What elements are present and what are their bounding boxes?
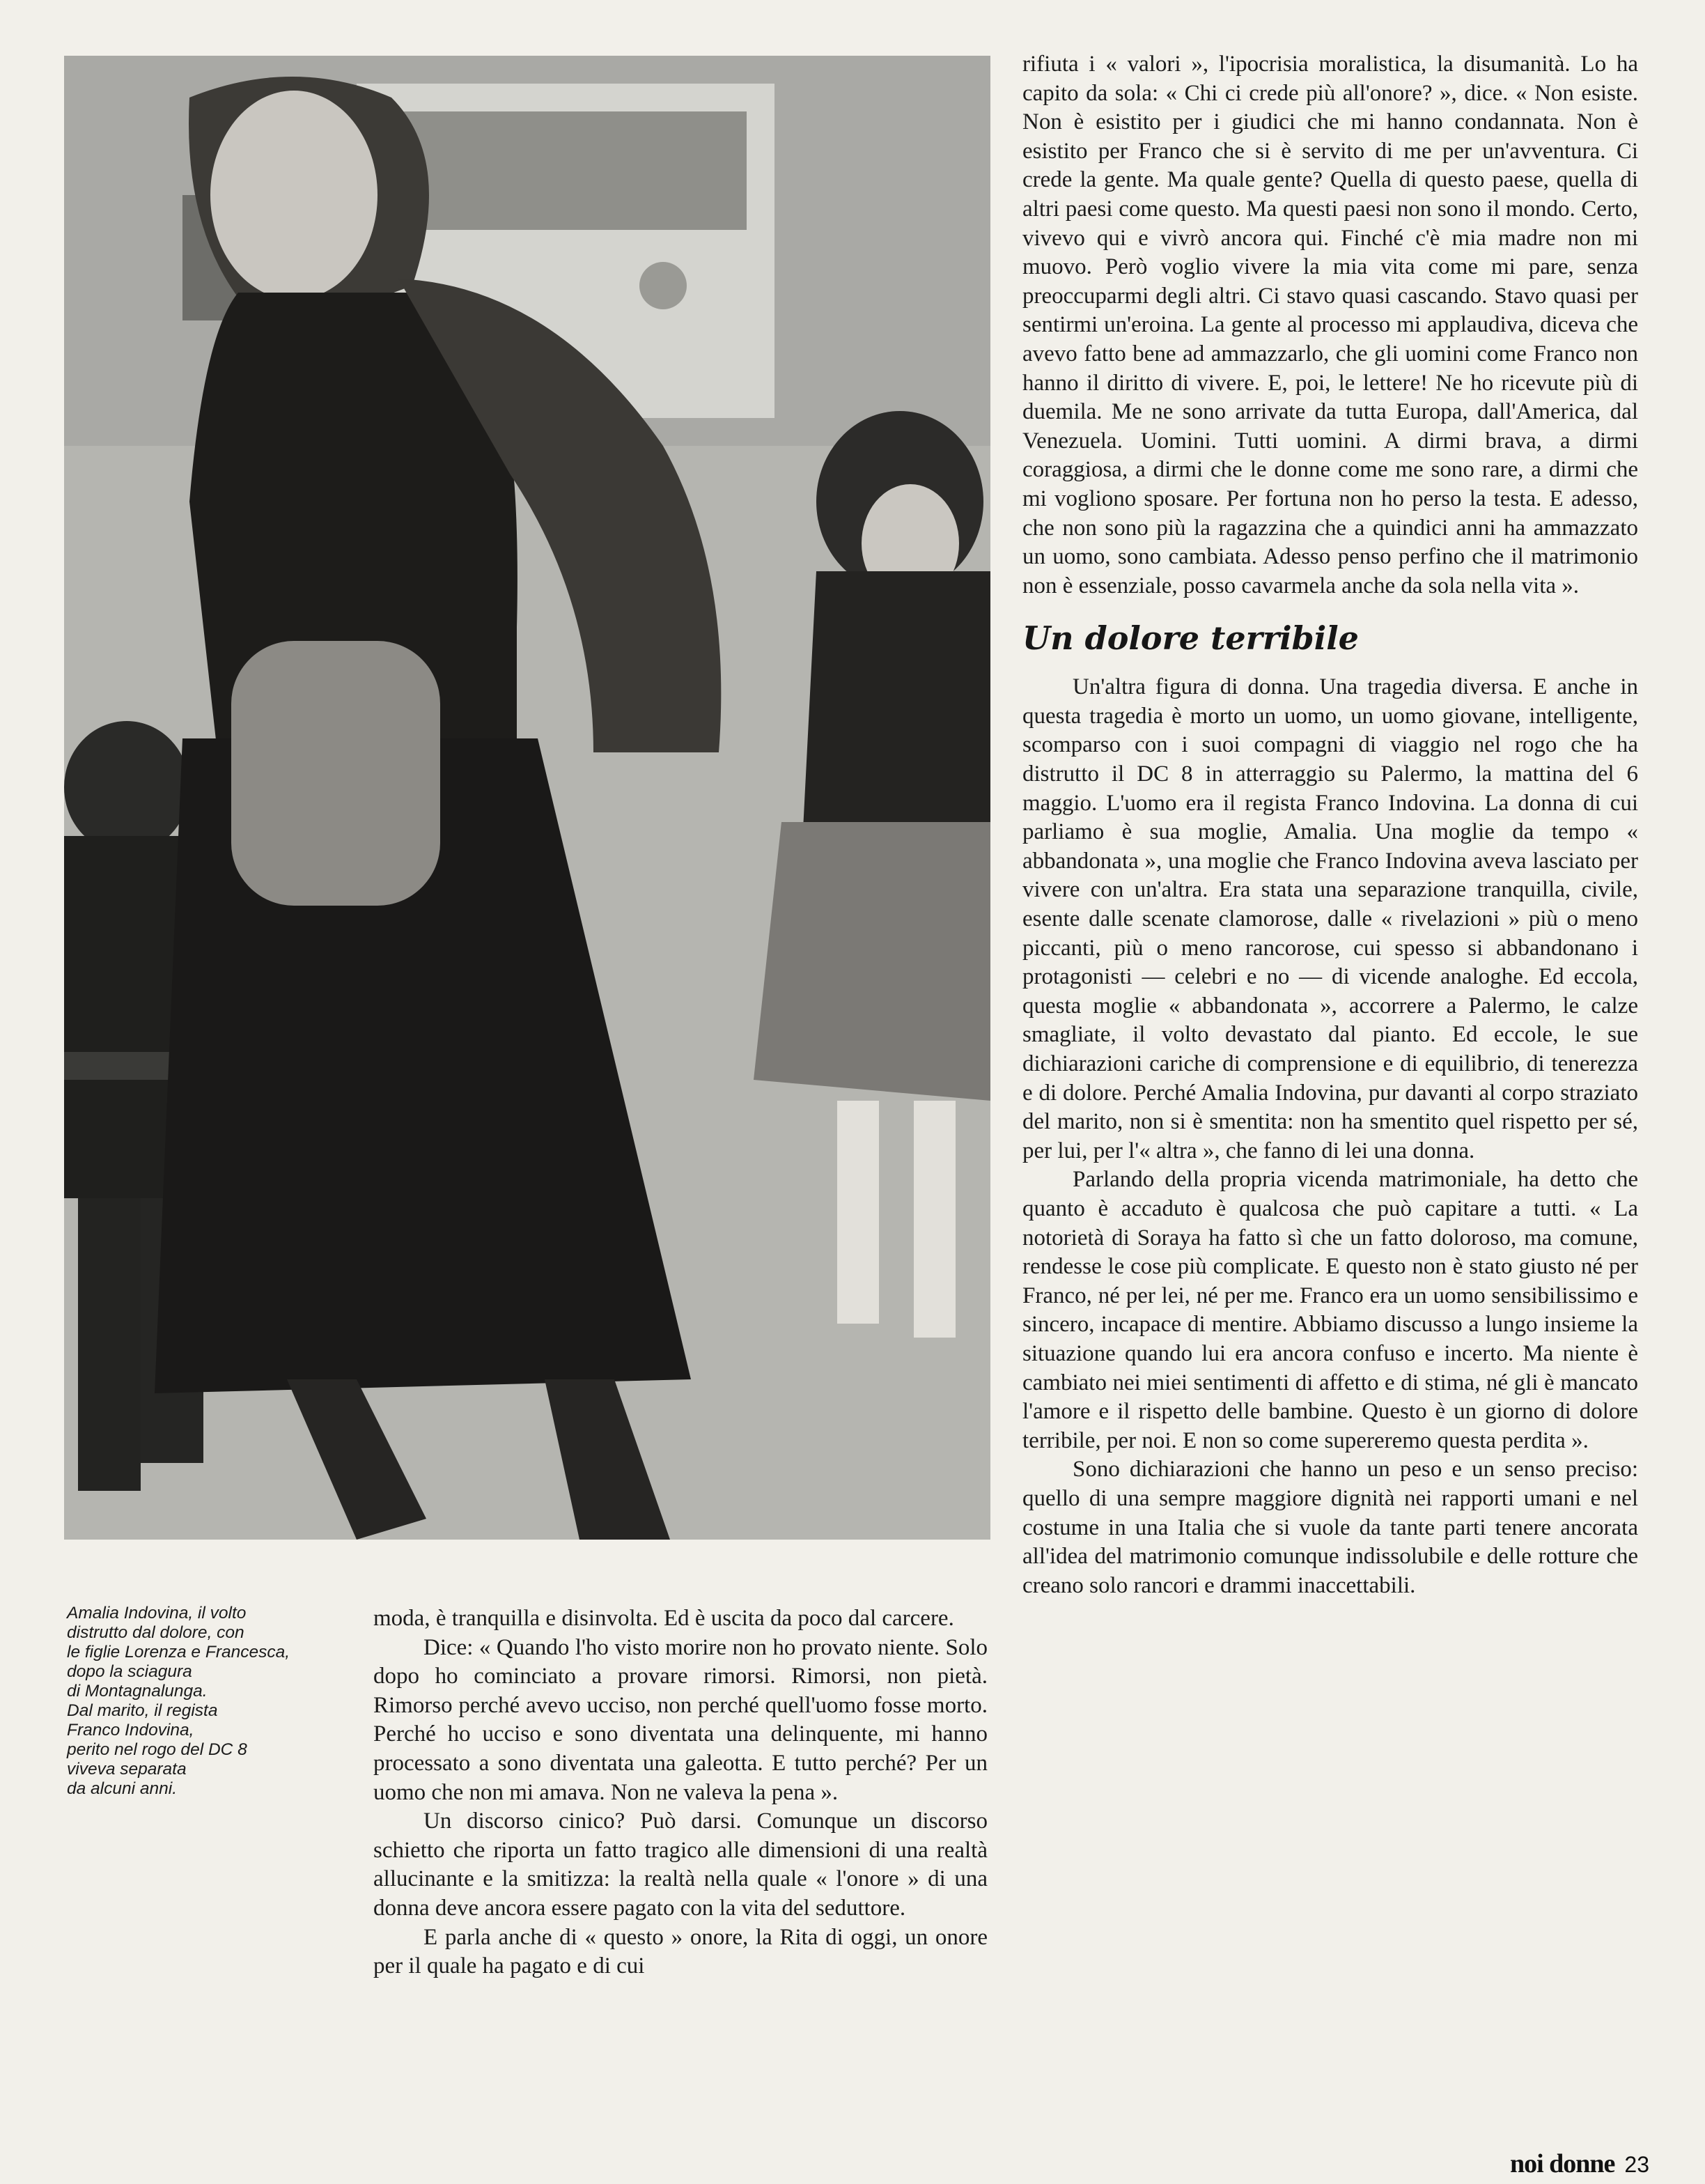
body-paragraph: E parla anche di « questo » onore, la Rita di oggi, un onore per il quale ha pagato e di cui [373, 1924, 988, 1979]
body-paragraph: Un'altra figura di donna. Una tragedia diversa. E anche in questa tragedia è morto un uomo, un uomo giovane, intelligente, scomparso con i suoi compagni di viaggio nel rogo che ha distrutto il DC 8 in atterraggio su Palermo, la mattina del 6 maggio. L'uomo era il regista Franco Indovina. La donna di cui parliamo è sua moglie, Amalia. Una moglie da tempo « abbandonata », una moglie che Franco Indovina aveva lasciato per vivere con un'altra. Era stata una separazione tranquilla, civile, esente dalle scenate clamorose, dalle « rivelazioni » più o meno piccanti, più o meno rancorose, cui spesso si abbandonano i protagonisti — celebri e no — di vicende analoghe. Ed eccola, questa moglie « abbandonata », accorrere a Palermo, le calze smagliate, il volto devastato dal pianto. Ed eccole, le sue dichiarazioni cariche di comprensione e di equilibrio, di tenerezza e di dolore. Perché Amalia Indovina, pur davanti al corpo straziato del marito, non si è smentita: non ha smentito quel rispetto per sé, per lui, per l'« altra », che fanno di lei una donna. [1022, 674, 1638, 1163]
page-footer [1510, 2148, 1649, 2179]
middle-text-column [373, 1604, 988, 1981]
body-paragraph: Un discorso cinico? Può darsi. Comunque un discorso schietto che riporta un fatto tragico alle dimensioni di una realtà allucinante e la smitizza: la realtà nella quale « l'onore » di una donna deve ancora essere pagato con la vita del seduttore. [373, 1809, 988, 1921]
body-paragraph: moda, è tranquilla e disinvolta. Ed è uscita da poco dal carcere. [373, 1606, 954, 1631]
body-paragraph: rifiuta i « valori », l'ipocrisia moralistica, la disumanità. Lo ha capito da sola: « Chi ci crede più all'onore? », dice. « Non esiste. Non è esistito per i giudici che mi hanno condannata. Non è esistito per Franco che si è servito di me per un'avventura. Ci crede la gente. Ma quale gente? Quella di questo paese, quella di altri paesi come questo. Ma questi paesi non sono il mondo. Certo, vivevo qui e vivrò ancora qui. Finché c'è mia madre non mi muovo. Però voglio vivere la mia vita come mi pare, senza preoccuparmi degli altri. Ci stavo quasi cascando. Stavo quasi per sentirmi un'eroina. La gente al processo mi applaudiva, diceva che avevo fatto bene ad ammazzarlo, che gli uomini come Franco non hanno il diritto di vivere. E, poi, le lettere! Ne ho ricevute più di duemila. Me ne sono arrivate da tutta Europa, dall'America, dal Venezuela. Uomini. Tutti uomini. A dirmi brava, a dirmi coraggiosa, a dirmi che le donne come me sono rare, a dirmi che mi vogliono sposare. Per fortuna non ho perso la testa. E adesso, che non sono più la ragazzina che a quindici anni ha ammazzato un uomo, sono cambiata. Adesso penso perfino che il matrimonio non è essenziale, posso cavarmela anche da sola nella vita ». [1022, 52, 1638, 598]
photo-caption [67, 1604, 359, 1799]
caption-line: le figlie Lorenza e Francesca, [67, 1643, 290, 1662]
section-heading: Un dolore terribile [1022, 619, 1359, 658]
body-paragraph: Sono dichiarazioni che hanno un peso e un senso preciso: quello di una sempre maggiore dignità nei rapporti umani e nel costume in una Italia che si vuole da tante parti tenere ancorata all'idea del matrimonio comunque indissolubile e delle rotture che creano solo rancori e drammi inaccettabili. [1022, 1457, 1638, 1598]
body-paragraph: Dice: « Quando l'ho visto morire non ho provato niente. Solo dopo ho cominciato a provare rimorsi. Rimorsi, non pietà. Rimorso perché avevo ucciso, non perché quell'uomo fosse morto. Perché ho ucciso e sono diventata una delinquente, mi hanno processato a sono diventata una galeotta. E tutto perché? Per un uomo che non mi amava. Non ne valeva la pena ». [373, 1634, 988, 1805]
caption-line: Dal marito, il regista [67, 1701, 218, 1720]
caption-line: dopo la sciagura [67, 1662, 192, 1681]
caption-line: distrutto dal dolore, con [67, 1623, 244, 1642]
magazine-logo: noi donne [1509, 2149, 1615, 2178]
article-photo [64, 56, 990, 1540]
caption-line: di Montagnalunga. [67, 1682, 208, 1701]
photo-illustration [64, 56, 990, 1540]
caption-line: da alcuni anni. [67, 1779, 178, 1798]
caption-line: perito nel rogo del DC 8 [67, 1740, 247, 1759]
caption-line: Franco Indovina, [67, 1721, 194, 1740]
caption-line: Amalia Indovina, il volto [67, 1604, 247, 1622]
right-text-column [1022, 50, 1638, 1600]
caption-line: viveva separata [67, 1760, 187, 1779]
body-paragraph: Parlando della propria vicenda matrimoniale, ha detto che quanto è accaduto è qualcosa che può capitare a tutti. « La notorietà di Soraya ha fatto sì che un fatto doloroso, ma comune, rendesse le cose più complicate. E questo non è stato giusto né per Franco, né per lei, né per me. Franco era un uomo sensibilissimo e sincero, incapace di mentire. Abbiamo discusso a lungo insieme la situazione quando lui era ancora confuso e incerto. Ma niente è cambiato nei miei sentimenti di affetto e di stima, né gli è mancato l'amore e il rispetto delle bambine. Questo è un giorno di dolore terribile, per noi. E non so come supereremo questa perdita ». [1022, 1167, 1638, 1453]
page-number: 23 [1624, 2152, 1649, 2177]
